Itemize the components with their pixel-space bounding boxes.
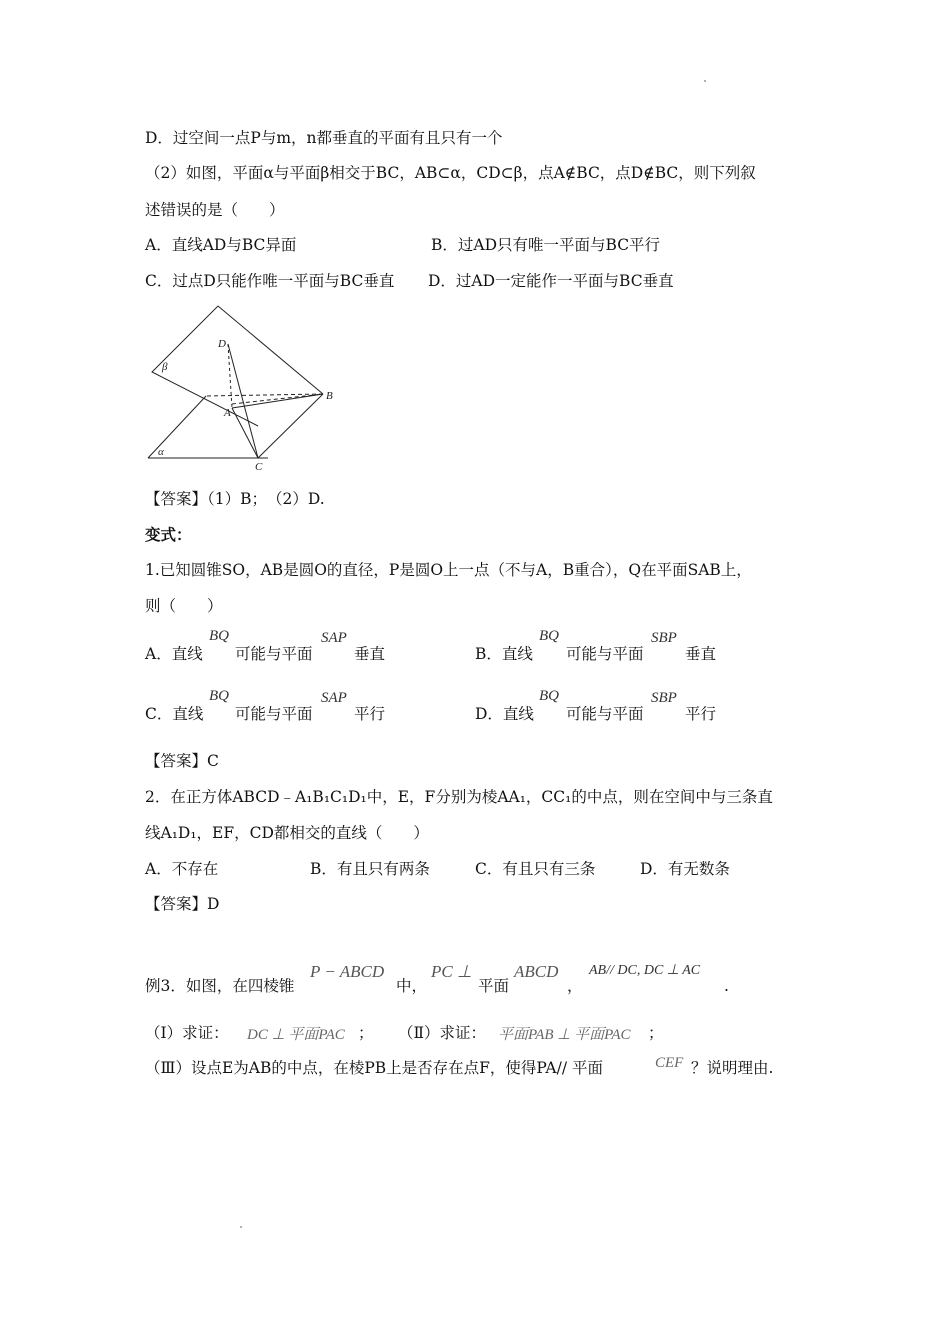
- v1-line2: 则（ ）: [145, 597, 223, 615]
- answer-1: 【答案】（1）B； （2）D.: [145, 490, 325, 508]
- label-beta: β: [162, 361, 168, 373]
- v2-line1: 2．在正方体ABCD﹣A₁B₁C₁D₁中，E，F分别为棱AA₁，CC₁的中点，则在空间中与三条直: [145, 788, 773, 806]
- v2-option-a: A．不存在: [145, 860, 219, 878]
- q2-line1: （2）如图，平面α与平面β相交于BC，AB⊂α，CD⊂β，点A∉BC，点D∉BC，则下列叙: [145, 164, 756, 182]
- line-bc: [258, 394, 323, 458]
- v2-option-b: B．有且只有两条: [310, 860, 430, 878]
- answer-v2: 【答案】D: [145, 895, 220, 913]
- line-dc: [228, 344, 258, 458]
- line-ac: [232, 408, 258, 458]
- label-d: D: [218, 338, 226, 350]
- corner-mark: [704, 80, 706, 82]
- q2-option-d: D．过AD一定能作一平面与BC垂直: [428, 272, 674, 290]
- label-a: A: [224, 407, 231, 419]
- v2-option-c: C．有且只有三条: [475, 860, 596, 878]
- plane-alpha-edge-left: [148, 396, 206, 458]
- label-b: B: [326, 390, 333, 402]
- variant-heading: 变式：: [145, 525, 192, 544]
- line-ab: [232, 394, 323, 408]
- q2-line2: 述错误的是（ ）: [145, 201, 285, 219]
- planes-figure: [140, 298, 340, 473]
- plane-beta: [152, 306, 323, 426]
- label-alpha: α: [158, 446, 164, 458]
- answer-v1: 【答案】C: [145, 752, 219, 770]
- q2-option-c: C．过点D只能作唯一平面与BC垂直: [145, 272, 395, 290]
- prev-option-d: D．过空间一点P与m，n都垂直的平面有且只有一个: [145, 129, 503, 147]
- v2-line2: 线A₁D₁，EF，CD都相交的直线（ ）: [145, 824, 429, 842]
- label-c: C: [255, 461, 263, 473]
- v1-line1: 1.已知圆锥SO，AB是圆O的直径，P是圆O上一点（不与A，B重合），Q在平面SAB上，: [145, 561, 752, 579]
- q2-option-a: A．直线AD与BC异面: [145, 236, 297, 254]
- q2-option-b: B．过AD只有唯一平面与BC平行: [431, 236, 661, 254]
- footer-mark: [240, 1226, 242, 1228]
- line-da: [228, 344, 232, 408]
- v2-option-d: D．有无数条: [640, 860, 730, 878]
